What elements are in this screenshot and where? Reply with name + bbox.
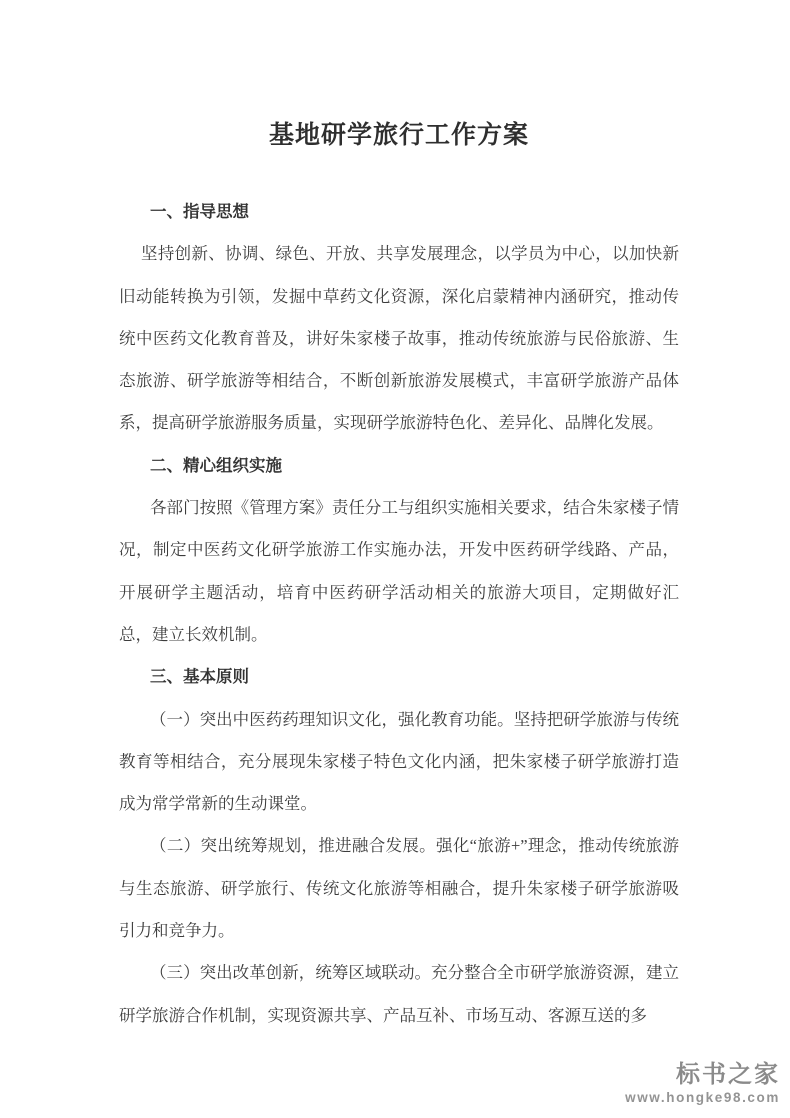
paragraph: （一）突出中医药药理知识文化，强化教育功能。坚持把研学旅游与传统教育等相结合，充分展现朱家楼子特色文化内涵，把朱家楼子研学旅游打造成为常学常新的生动课堂。 <box>119 709 679 814</box>
watermark-logo-text: 标书之家 <box>676 1061 780 1088</box>
document-content <box>119 0 679 1037</box>
document-title: 基地研学旅行工作方案 <box>268 122 529 149</box>
watermark-url: www.hongke98.com <box>625 1090 780 1105</box>
paragraph: （二）突出统筹规划，推进融合发展。强化“旅游+”理念，推动传统旅游与生态旅游、研学旅行、传统文化旅游等相融合，提升朱家楼子研学旅游吸引力和竞争力。 <box>119 836 679 941</box>
section-heading-organize-implementation: 二、精心组织实施 <box>150 455 282 475</box>
section-heading-guiding-ideology: 一、指导思想 <box>150 202 249 221</box>
document-body <box>119 191 679 1037</box>
watermark <box>625 1061 780 1106</box>
paragraph: 坚持创新、协调、绿色、开放、共享发展理念，以学员为中心，以加快新旧动能转换为引领，发掘中草药文化资源，深化启蒙精神内涵研究，推动传统中医药文化教育普及，讲好朱家楼子故事，推动传统旅游与民俗旅游、生态旅游、研学旅游等相结合，不断创新旅游发展模式，丰富研学旅游产品体系，提高研学旅游服务质量，实现研学旅游特色化、差异化、品牌化发展。 <box>119 244 679 433</box>
section-heading-basic-principles: 三、基本原则 <box>150 667 249 687</box>
paragraph: （三）突出改革创新，统筹区域联动。充分整合全市研学旅游资源，建立研学旅游合作机制，实现资源共享、产品互补、市场互动、客源互送的多 <box>119 963 679 1025</box>
paragraph: 各部门按照《管理方案》责任分工与组织实施相关要求，结合朱家楼子情况，制定中医药文化研学旅游工作实施办法，开发中医药研学线路、产品，开展研学主题活动，培育中医药研学活动相关的旅游大项目，定期做好汇总，建立长效机制。 <box>119 498 679 644</box>
